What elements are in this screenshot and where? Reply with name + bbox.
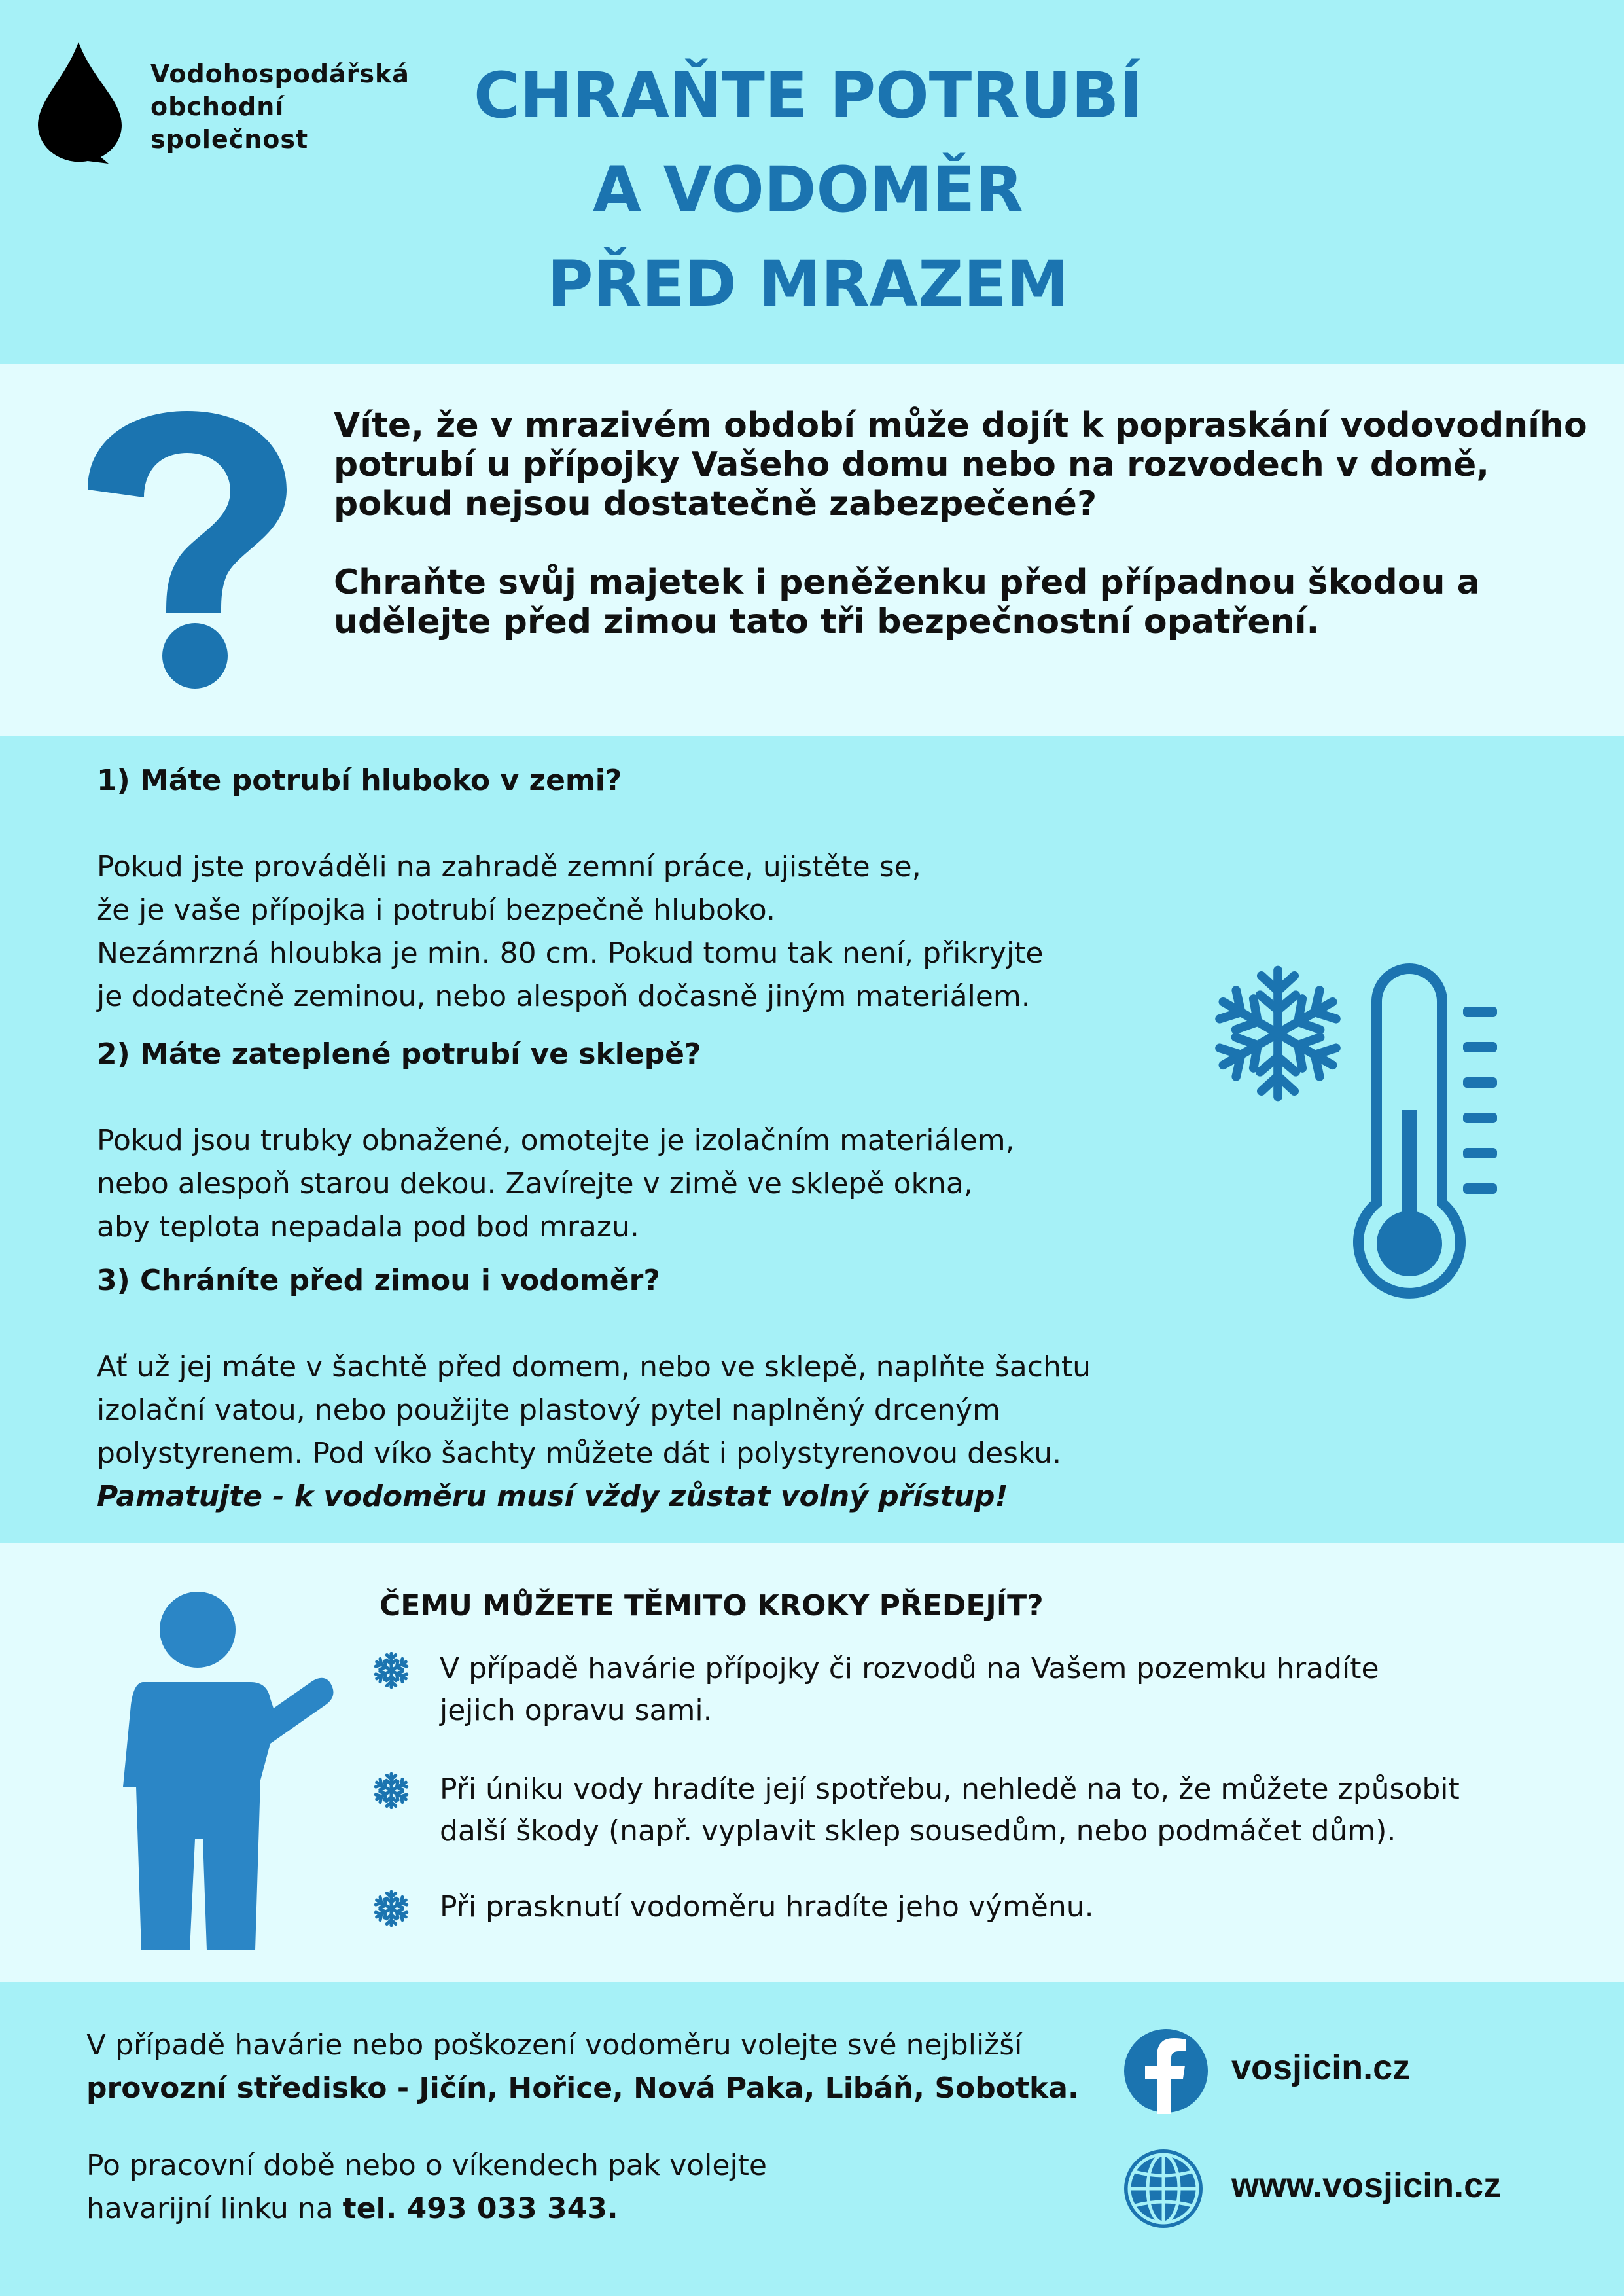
title-line: A VODOMĚR (592, 153, 1024, 226)
footer-line: provozní středisko - Jičín, Hořice, Nová Paka, Libáň, Sobotka. (86, 2072, 1079, 2105)
snowflake-icon (1209, 965, 1347, 1105)
step-heading: 3) Chráníte před zimou i vodoměr? (97, 1264, 660, 1297)
intro-text (334, 406, 1597, 641)
title-line: PŘED MRAZEM (547, 247, 1069, 321)
step-line: Nezámrzná hloubka je min. 80 cm. Pokud tomu tak není, přikryjte (97, 937, 1044, 970)
footer-line: V případě havárie nebo poškození vodoměru volejte své nejbližší (86, 2028, 1023, 2062)
list-item-text (440, 1768, 1624, 1852)
emergency-phone: tel. 493 033 343. (342, 2192, 618, 2225)
step-heading: 2) Máte zateplené potrubí ve sklepě? (97, 1037, 701, 1071)
water-drop-logo-icon (33, 39, 131, 166)
step-line: je dodatečně zeminou, nebo alespoň dočasně jiným materiálem. (97, 980, 1031, 1013)
footer-emergency-text (86, 2024, 1079, 2110)
step-body (97, 1119, 1209, 1249)
snowflake-icon (373, 1772, 410, 1821)
step-3 (97, 1259, 1209, 1518)
intro-advice: Chraňte svůj majetek i peněženku před případnou škodou a udělejte před zimou tato tři bezpečnostní opatření. (334, 563, 1480, 641)
prevention-heading: ČEMU MŮŽETE TĚMITO KROKY PŘEDEJÍT? (380, 1589, 1044, 1623)
globe-icon[interactable] (1123, 2148, 1204, 2232)
step-2 (97, 1033, 1209, 1249)
list-item-line: další škody (např. vyplavit sklep sousedům, nebo podmáčet dům). (440, 1814, 1396, 1848)
list-item-line: Při prasknutí vodoměru hradíte jeho výměnu. (440, 1890, 1094, 1924)
step-line: aby teplota nepadala pod bod mrazu. (97, 1210, 639, 1244)
title-line: CHRAŇTE POTRUBÍ (473, 59, 1143, 132)
website-link[interactable]: www.vosjicin.cz (1231, 2166, 1502, 2205)
step-line: nebo alespoň starou dekou. Zavírejte v zimě ve sklepě okna, (97, 1167, 973, 1200)
step-emphasis: Pamatujte - k vodoměru musí vždy zůstat volný přístup! (97, 1480, 1008, 1513)
intro-question: Víte, že v mrazivém období může dojít k popraskání vodovodního potrubí u přípojky Vašeho domu nebo na rozvodech v domě, pokud nejsou dostatečně zabezpečené? (334, 406, 1587, 524)
list-item-line: V případě havárie přípojky či rozvodů na Vašem pozemku hradíte (440, 1652, 1379, 1685)
step-1 (97, 759, 1209, 1018)
step-line: že je vaše přípojka i potrubí bezpečně hluboko. (97, 893, 775, 927)
logo-line: Vodohospodářská (150, 60, 410, 88)
step-line: polystyrenem. Pod víko šachty můžete dát i polystyrenovou desku. (97, 1437, 1062, 1470)
step-heading: 1) Máte potrubí hluboko v zemi? (97, 764, 622, 797)
step-line: izolační vatou, nebo použijte plastový pytel naplněný drceným (97, 1393, 1000, 1427)
step-body (97, 1346, 1209, 1518)
footer-line-prefix: havarijní linku na (86, 2192, 343, 2225)
facebook-icon[interactable] (1123, 2028, 1209, 2117)
list-item-line: Při úniku vody hradíte její spotřebu, nehledě na to, že můžete způsobit (440, 1772, 1460, 1806)
thermometer-icon (1350, 956, 1514, 1325)
footer-line: Po pracovní době nebo o víkendech pak volejte (86, 2149, 767, 2182)
snowflake-icon (373, 1652, 410, 1700)
facebook-link[interactable]: vosjicin.cz (1231, 2048, 1411, 2087)
logo-line: obchodní (150, 92, 285, 121)
step-line: Pokud jsou trubky obnažené, omotejte je izolačním materiálem, (97, 1124, 1015, 1157)
page-title (393, 48, 1224, 331)
step-line: Pokud jste prováděli na zahradě zemní práce, ujistěte se, (97, 850, 921, 884)
step-line: Ať už jej máte v šachtě před domem, nebo ve sklepě, naplňte šachtu (97, 1350, 1091, 1384)
company-logo-text (150, 58, 410, 156)
footer-line (86, 2187, 767, 2231)
step-body (97, 846, 1209, 1018)
footer-afterhours-text (86, 2144, 767, 2231)
person-icon (116, 1584, 339, 1953)
list-item-text (440, 1886, 1624, 1928)
snowflake-icon (373, 1890, 410, 1939)
list-item-text (440, 1648, 1624, 1732)
logo-line: společnost (150, 125, 309, 154)
list-item-line: jejich opravu sami. (440, 1694, 713, 1727)
question-mark-icon (76, 404, 298, 695)
